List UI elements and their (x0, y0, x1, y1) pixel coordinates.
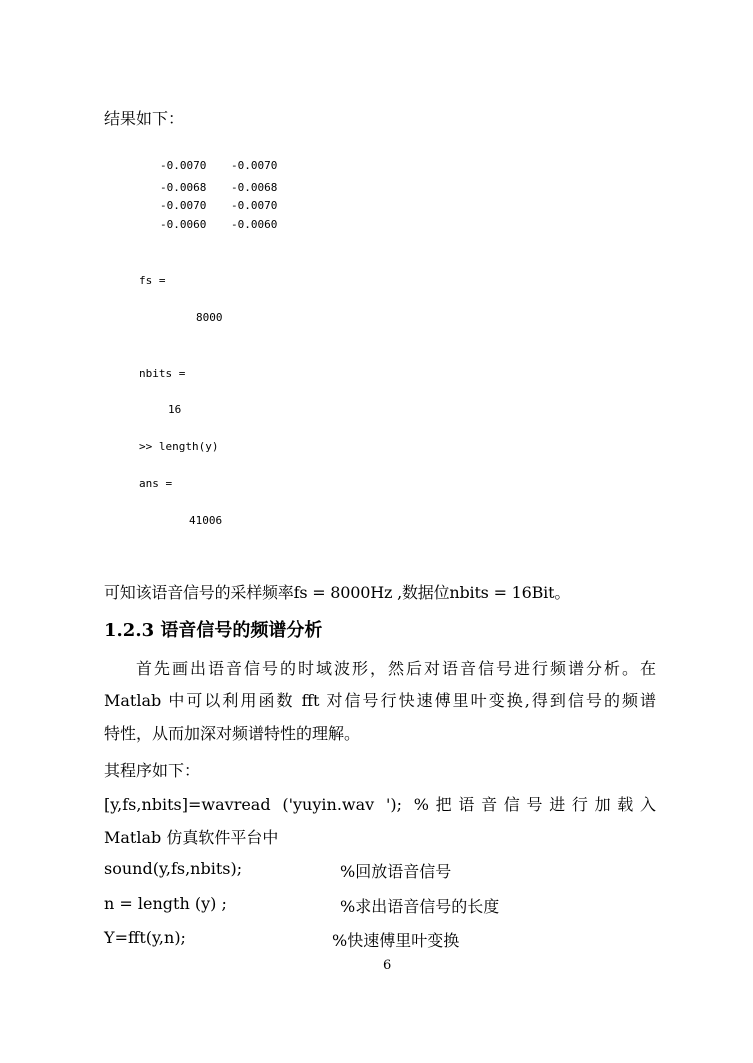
conclusion-text: 可知该语音信号的采样频率fs = 8000Hz ,数据位nbits = 16Bit。 (104, 583, 571, 602)
intro-label: 结果如下： (104, 109, 185, 128)
code-comment: %求出语音信号的长度 (340, 897, 500, 916)
paragraph-line: Matlab 中可以利用函数 fft 对信号行快速傅里叶变换,得到信号的频谱 (104, 691, 656, 710)
console-cell: -0.0070 (230, 199, 278, 212)
console-partial-row (160, 159, 300, 172)
console-cell: -0.0070 (160, 199, 207, 212)
code-line: sound(y,fs,nbits); (104, 859, 243, 878)
code-line: [y,fs,nbits]=wavread ('yuyin.wav '); %把语音信号进行加载入 (104, 795, 656, 814)
paragraph-line: 特性，从而加深对频谱特性的理解。 (104, 724, 361, 743)
console-row (160, 181, 277, 194)
code-comment: %快速傅里叶变换 (332, 931, 460, 950)
console-partial-cell-2: -0.0070 (230, 159, 278, 172)
console-row (160, 199, 277, 212)
code-line: n = length (y) ; (104, 894, 227, 913)
console-cell: -0.0060 (160, 218, 207, 231)
console-cell: -0.0060 (230, 218, 278, 231)
code-comment: %回放语音信号 (340, 862, 452, 881)
console-partial-cell-1: -0.0070 (160, 159, 207, 172)
console-command: >> length(y) (139, 440, 219, 453)
console-ans-value: 41006 (189, 514, 223, 527)
console-fs-value: 8000 (196, 311, 223, 324)
program-label: 其程序如下： (104, 761, 201, 780)
console-ans-label: ans = (139, 477, 173, 490)
section-heading: 1.2.3 语音信号的频谱分析 (104, 620, 323, 641)
console-cell: -0.0068 (230, 181, 278, 194)
console-nbits-value: 16 (168, 403, 182, 416)
console-row (160, 218, 277, 231)
code-line-continued: Matlab 仿真软件平台中 (104, 828, 279, 847)
console-cell: -0.0068 (160, 181, 207, 194)
console-fs-label: fs = (139, 274, 166, 287)
paragraph-line: 首先画出语音信号的时域波形，然后对语音信号进行频谱分析。在 (136, 659, 656, 678)
page-number: 6 (383, 958, 392, 973)
console-nbits-label: nbits = (139, 367, 186, 380)
code-line: Y=fft(y,n); (104, 928, 186, 947)
